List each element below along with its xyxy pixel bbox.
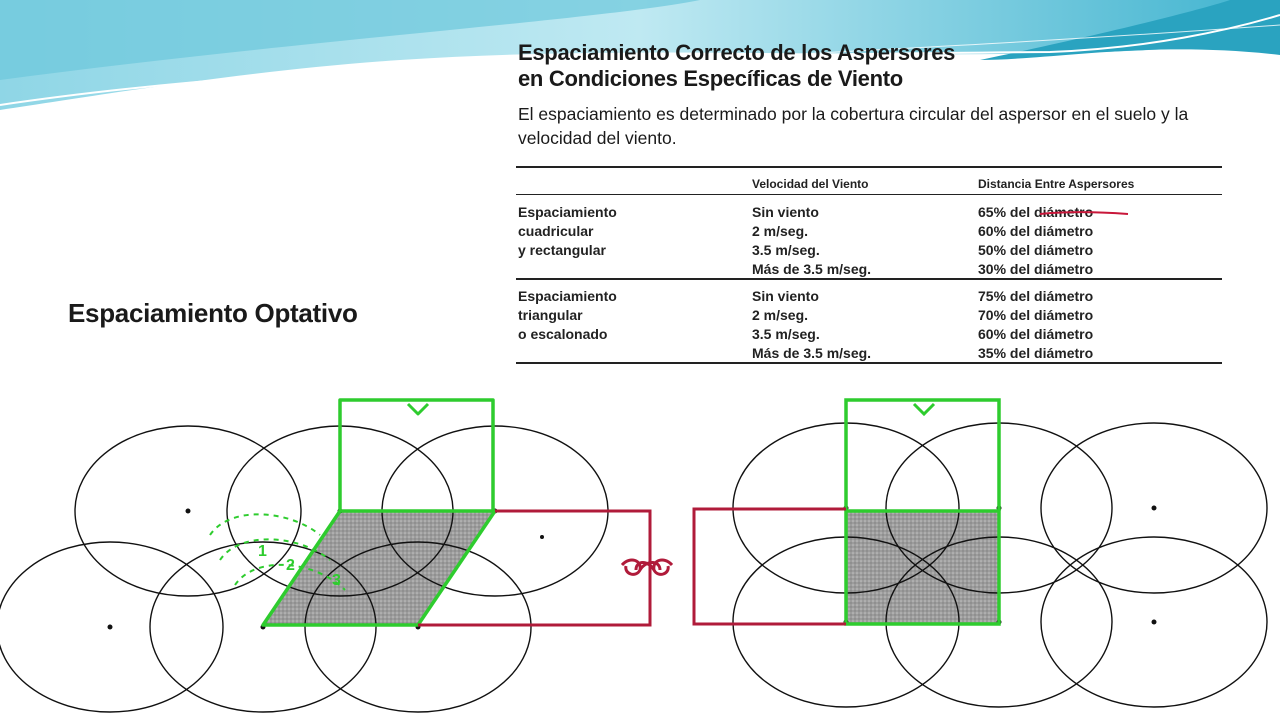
optional-spacing-title: Espaciamiento Optativo: [68, 298, 358, 328]
document-title-line-2: en Condiciones Específicas de Viento: [518, 66, 903, 91]
red-spacing-markers: [636, 509, 846, 624]
triangular-shaded-area: [263, 511, 495, 625]
header-wind-speed: Velocidad del Viento: [752, 177, 869, 191]
group-triangular-distance: 75% del diámetro 70% del diámetro 60% del diámetro 35% del diámetro: [978, 288, 1094, 361]
group-square-label: Espaciamiento cuadricular y rectangular: [518, 204, 617, 258]
svg-text:2: 2: [286, 557, 295, 574]
group-square-wind: Sin viento 2 m/seg. 3.5 m/seg. Más de 3.5 m/seg.: [752, 204, 872, 277]
document-intro: El espaciamiento es determinado por la cobertura circular del aspersor en el suelo y la velocidad del viento.: [518, 104, 1189, 148]
header-sprinkler-distance: Distancia Entre Aspersores: [978, 177, 1135, 191]
svg-text:3: 3: [332, 572, 341, 589]
document-title-line-1: Espaciamiento Correcto de los Aspersores: [518, 40, 956, 65]
square-shaded-area: [846, 511, 999, 624]
triangular-diagram: [0, 400, 660, 712]
svg-text:1: 1: [258, 543, 267, 560]
group-triangular-label: Espaciamiento triangular o escalonado: [518, 288, 617, 342]
group-triangular-wind: Sin viento 2 m/seg. 3.5 m/seg. Más de 3.5 m/seg.: [752, 288, 872, 361]
square-diagram: [636, 400, 1267, 707]
group-square-distance: 65% del diámetro 60% del diámetro 50% del diámetro 30% del diámetro: [978, 204, 1094, 277]
